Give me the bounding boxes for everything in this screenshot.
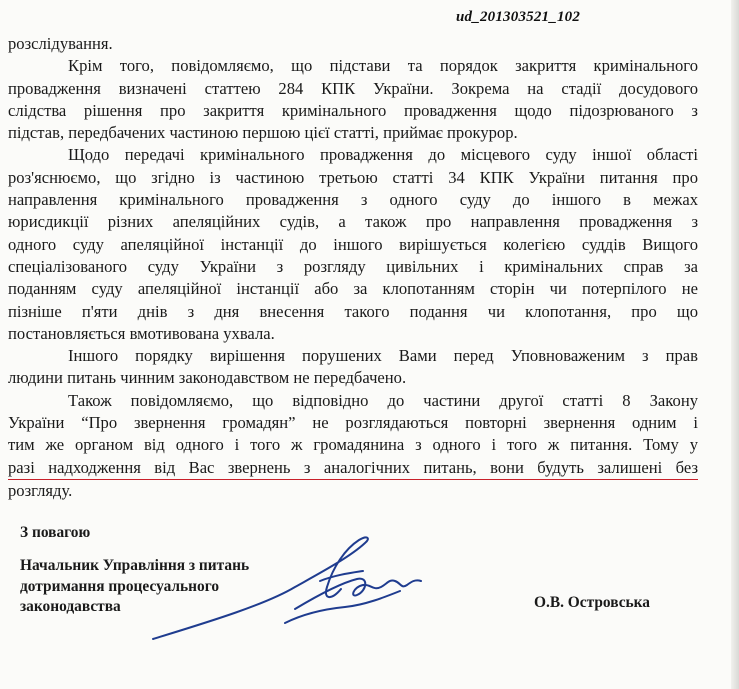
- text-line: Крім того, повідомляємо, що підстави та порядок закриття кримінального: [68, 56, 698, 76]
- text-line: розгляду.: [8, 480, 73, 500]
- paragraph-repeat-appeals: [8, 390, 698, 502]
- text-line: слідства рішення про закриття кримінального провадження щодо підозрюваного з: [8, 100, 698, 120]
- text-line: направлення кримінального провадження з одного суду до іншого в межах: [8, 190, 698, 210]
- text-line: юрисдикції різних апеляційних судів, а також про направлення провадження з: [8, 212, 698, 232]
- text-line: роз'яснюємо, що згідно із частиною третьою статті 34 КПК України питання про: [8, 167, 698, 187]
- text-line: постановляється вмотивована ухвала.: [8, 323, 275, 343]
- signer-name: О.В. Островська: [534, 594, 651, 611]
- paragraph-closure-grounds: [8, 55, 698, 144]
- text-line: підстав, передбачених частиною першою цієї статті, приймає прокурор.: [8, 123, 518, 143]
- document-id: ud_201303521_102: [456, 9, 581, 25]
- text-line: України “Про звернення громадян” не розглядаються повторні звернення одним і: [8, 413, 698, 433]
- signer-title-line: дотримання процесуального: [20, 577, 220, 595]
- underlined-text-line: разі надходження від Вас звернень з аналогічних питань, вони будуть залишені без: [8, 457, 698, 480]
- signer-title-line: Начальник Управління з питань: [20, 557, 250, 574]
- text-line: тим же органом від одного і того ж громадянина з одного і того ж питання. Тому у: [8, 435, 698, 455]
- handwritten-signature: [145, 535, 425, 645]
- paragraph-continuation: [8, 33, 698, 55]
- paragraph-no-other-procedure: [8, 345, 698, 390]
- scan-edge-shadow: [731, 0, 739, 689]
- text-line: розслідування.: [8, 34, 113, 53]
- letter-body: [8, 33, 698, 502]
- text-line: Також повідомляємо, що відповідно до частини другої статті 8 Закону: [68, 390, 698, 410]
- signer-title-line: законодавства: [20, 598, 121, 615]
- text-line: Щодо передачі кримінального провадження до місцевого суду іншої області: [68, 145, 698, 165]
- text-line: людини питань чинним законодавством не передбачено.: [8, 368, 407, 388]
- text-line: провадження визначені статтею 284 КПК України. Зокрема на стадії досудового: [8, 78, 698, 98]
- text-line: одного суду апеляційної інстанції до іншого вирішується колегією суддів Вищого: [8, 234, 698, 254]
- text-line: пізніше п'яти днів з дня внесення такого подання чи клопотання, про що: [8, 301, 698, 321]
- text-line: поданням суду апеляційної інстанції або за клопотанням сторін чи потерпілого не: [8, 279, 698, 299]
- text-line: спеціалізованого суду України з розгляду цивільних і кримінальних справ за: [8, 256, 698, 276]
- paragraph-transfer: [8, 144, 698, 345]
- text-line: Іншого порядку вирішення порушених Вами перед Уповноваженим з прав: [68, 346, 698, 366]
- closing-salutation: З повагою: [20, 524, 91, 541]
